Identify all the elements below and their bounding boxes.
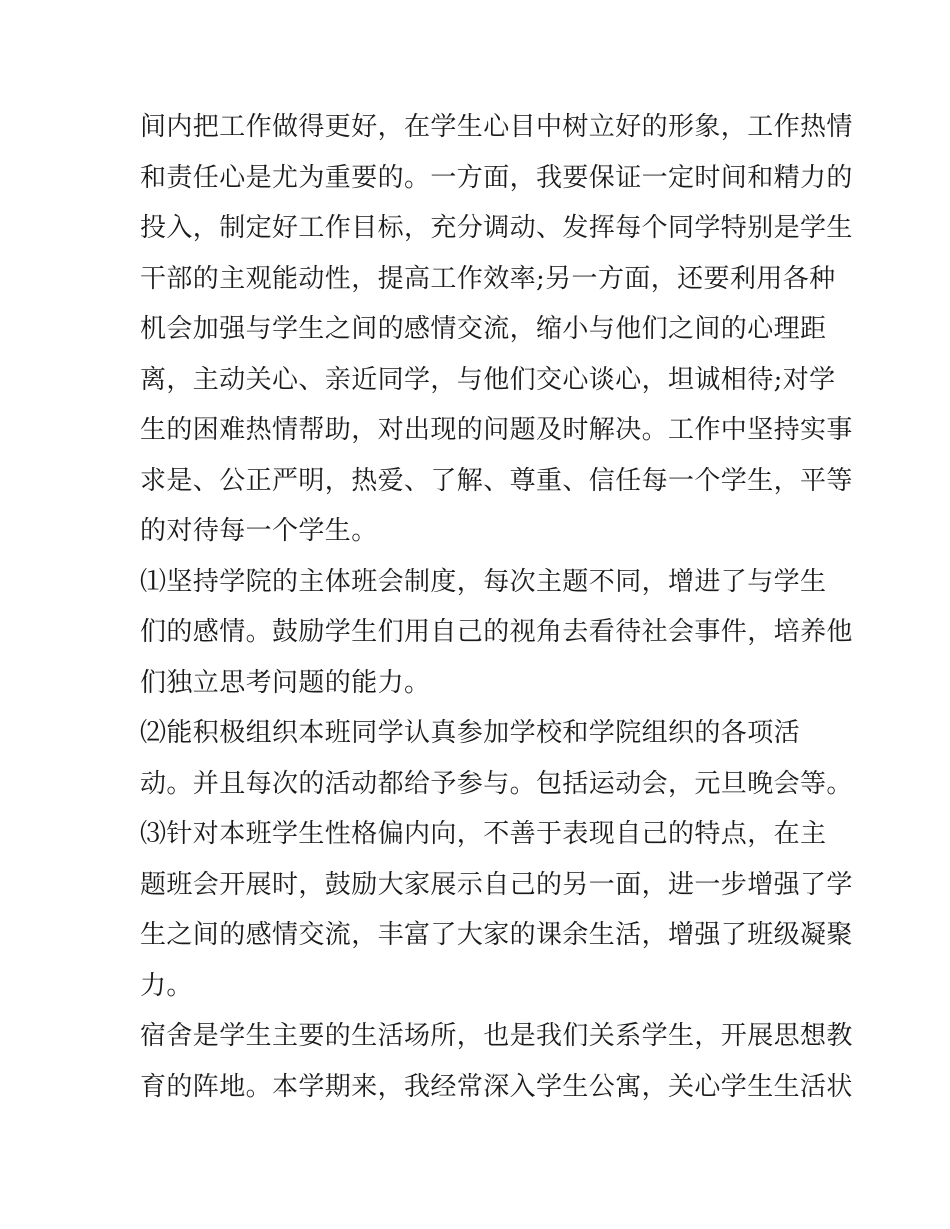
text-line: 动。并且每次的活动都给予参与。包括运动会，元旦晚会等。	[140, 768, 853, 799]
text-line: 的对待每一个学生。	[140, 516, 378, 546]
text-line: 投入，制定好工作目标，充分调动、发挥每个同学特别是学生	[140, 213, 853, 243]
text-line: 们独立思考问题的能力。	[140, 667, 431, 698]
text-line: 题班会开展时，鼓励大家展示自己的另一面，进一步增强了学	[140, 869, 853, 900]
body-text	[140, 102, 853, 1112]
text-line: 宿舍是学生主要的生活场所，也是我们关系学生，开展思想教	[140, 1021, 853, 1051]
text-line: 生的困难热情帮助，对出现的问题及时解决。工作中坚持实事	[140, 415, 853, 445]
list-item-1-line: ⑴坚持学院的主体班会制度，每次主题不同，增进了与学生	[140, 566, 827, 597]
text-line: 育的阵地。本学期来，我经常深入学生公寓，关心学生生活状	[140, 1071, 853, 1102]
text-line: 力。	[140, 970, 193, 1001]
text-line: 离，主动关心、亲近同学，与他们交心谈心，坦诚相待;对学	[140, 364, 836, 395]
list-item-2-line: ⑵能积极组织本班同学认真参加学校和学院组织的各项活	[140, 718, 801, 748]
text-line: 和责任心是尤为重要的。一方面，我要保证一定时间和精力的	[140, 162, 853, 193]
text-line: 生之间的感情交流，丰富了大家的课余生活，增强了班级凝聚	[140, 920, 853, 950]
text-line: 求是、公正严明，热爱、了解、尊重、信任每一个学生，平等	[140, 465, 853, 496]
list-item-3-line: ⑶针对本班学生性格偏内向，不善于表现自己的特点，在主	[140, 819, 827, 849]
text-line: 间内把工作做得更好，在学生心目中树立好的形象，工作热情	[140, 112, 853, 142]
text-line: 们的感情。鼓励学生们用自己的视角去看待社会事件，培养他	[140, 617, 853, 647]
text-line: 干部的主观能动性，提高工作效率;另一方面，还要利用各种	[140, 263, 836, 294]
text-line: 机会加强与学生之间的感情交流，缩小与他们之间的心理距	[140, 314, 827, 344]
